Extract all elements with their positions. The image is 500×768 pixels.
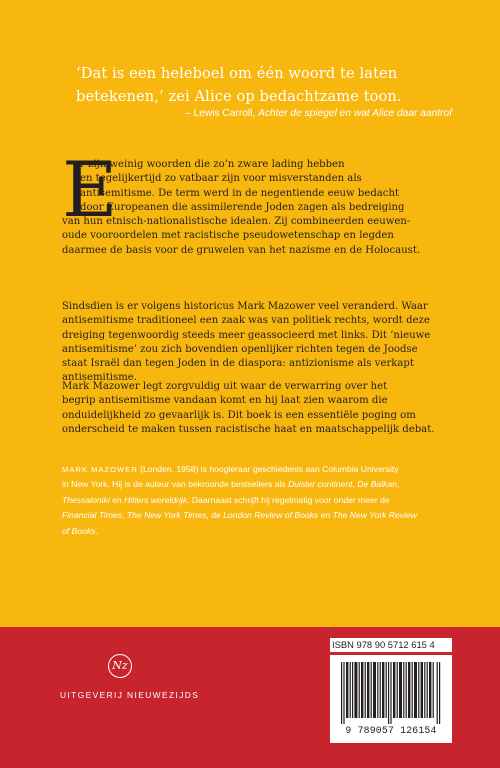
blurb-paragraph-2 bbox=[62, 300, 450, 386]
publication-title: of Books bbox=[62, 525, 96, 536]
blurb-paragraph-1 bbox=[62, 145, 450, 258]
bio-text: en bbox=[109, 494, 125, 505]
paragraph-line: dreiging tegenwoordig steeds meer geassocieerd met links. Dit ‘nieuwe bbox=[62, 329, 431, 341]
quote-attribution bbox=[60, 108, 452, 119]
paragraph-line: door Europeanen die assimilerende Joden zagen als bedreiging bbox=[80, 201, 405, 213]
bio-text: , bbox=[122, 510, 127, 521]
bio-text: . bbox=[95, 525, 98, 536]
paragraph-line: oude vooroordelen met racistische pseudowetenschap en legden bbox=[62, 230, 394, 242]
paragraph-line: antisemitisme traditioneel een zaak was van politiek rechts, wordt deze bbox=[62, 315, 430, 327]
epigraph-quote bbox=[76, 62, 436, 108]
publisher-logo-icon: Nz bbox=[108, 654, 132, 678]
blurb-paragraph-3 bbox=[62, 380, 450, 437]
book-title: Hitlers wereldrijk bbox=[124, 494, 188, 505]
paragraph-line: Sindsdien is er volgens historicus Mark Mazower veel veranderd. Waar bbox=[62, 301, 428, 312]
bio-text: , de bbox=[206, 510, 224, 521]
paragraph-line: daarmee de basis voor de gruwelen van het nazisme en de Holocaust. bbox=[62, 244, 421, 256]
barcode-digits: 9 789057 126154 bbox=[345, 725, 437, 736]
bio-text: en bbox=[318, 510, 333, 521]
barcode bbox=[330, 655, 452, 743]
paragraph-line: Mark Mazower legt zorgvuldig uit waar de verwarring over het bbox=[62, 381, 388, 392]
attribution-author: – Lewis Carroll, bbox=[185, 108, 256, 119]
publisher-name: UITGEVERIJ NIEUWEZIJDS bbox=[60, 690, 200, 700]
bio-text: , bbox=[352, 479, 358, 490]
publication-title: The New York Times bbox=[126, 510, 207, 521]
paragraph-line: antisemitisme’ zou zich bovendien openlijker richten tegen de Joodse bbox=[62, 343, 418, 355]
book-title: Thessaloniki bbox=[62, 494, 110, 505]
publication-title: The New York Review bbox=[332, 510, 417, 521]
paragraph-line: r zijn weinig woorden die zo’n zware lading hebben bbox=[80, 159, 345, 170]
paragraph-line: antisemitisme. bbox=[62, 372, 137, 384]
paragraph-line: onduidelijkheid zo gevaarlijk is. Dit boek is een essentiële poging om bbox=[62, 409, 416, 421]
drop-cap: E bbox=[62, 145, 118, 234]
bio-text: (Londen, 1958) is hoogleraar geschiedenis aan Columbia University bbox=[137, 464, 399, 474]
isbn-label: ISBN 978 90 5712 615 4 bbox=[330, 638, 452, 652]
publication-title: London Review of Books bbox=[223, 510, 319, 521]
quote-text: ‘Dat is een heleboel om één woord te laten betekenen,’ zei Alice op bedachtzame toon. bbox=[76, 65, 402, 105]
attribution-work: Achter de spiegel en wat Alice daar aantrof bbox=[258, 108, 452, 119]
book-title: Duister continent bbox=[287, 479, 353, 490]
paragraph-line: staat Israël dan tegen Joden in de diaspora: antizionisme als verkapt bbox=[62, 358, 414, 370]
bio-text: , bbox=[396, 479, 400, 490]
publication-title: Financial Times bbox=[62, 510, 123, 521]
author-name: MARK MAZOWER bbox=[62, 465, 138, 474]
bio-text: in New York. Hij is de auteur van bekroonde bestsellers als bbox=[62, 479, 288, 490]
bio-text: . Daarnaast schrijft hij regelmatig voor onder meer de bbox=[187, 494, 390, 505]
paragraph-line: begrip antisemitisme vandaan komt en hij laat zien waarom die bbox=[62, 395, 388, 407]
paragraph-line: antisemitisme. De term werd in de negentiende eeuw bedacht bbox=[80, 187, 400, 199]
paragraph-line: en tegelijkertijd zo vatbaar zijn voor misverstanden als bbox=[80, 173, 362, 185]
paragraph-line: van hun etnisch-nationalistische idealen. Zij combineerden eeuwen- bbox=[62, 216, 411, 228]
barcode-bars-icon bbox=[341, 662, 441, 724]
paragraph-line: onderscheid te maken tussen racistische haat en maatschappelijk debat. bbox=[62, 423, 435, 435]
book-title: De Balkan bbox=[357, 479, 397, 490]
author-bio bbox=[62, 462, 450, 539]
